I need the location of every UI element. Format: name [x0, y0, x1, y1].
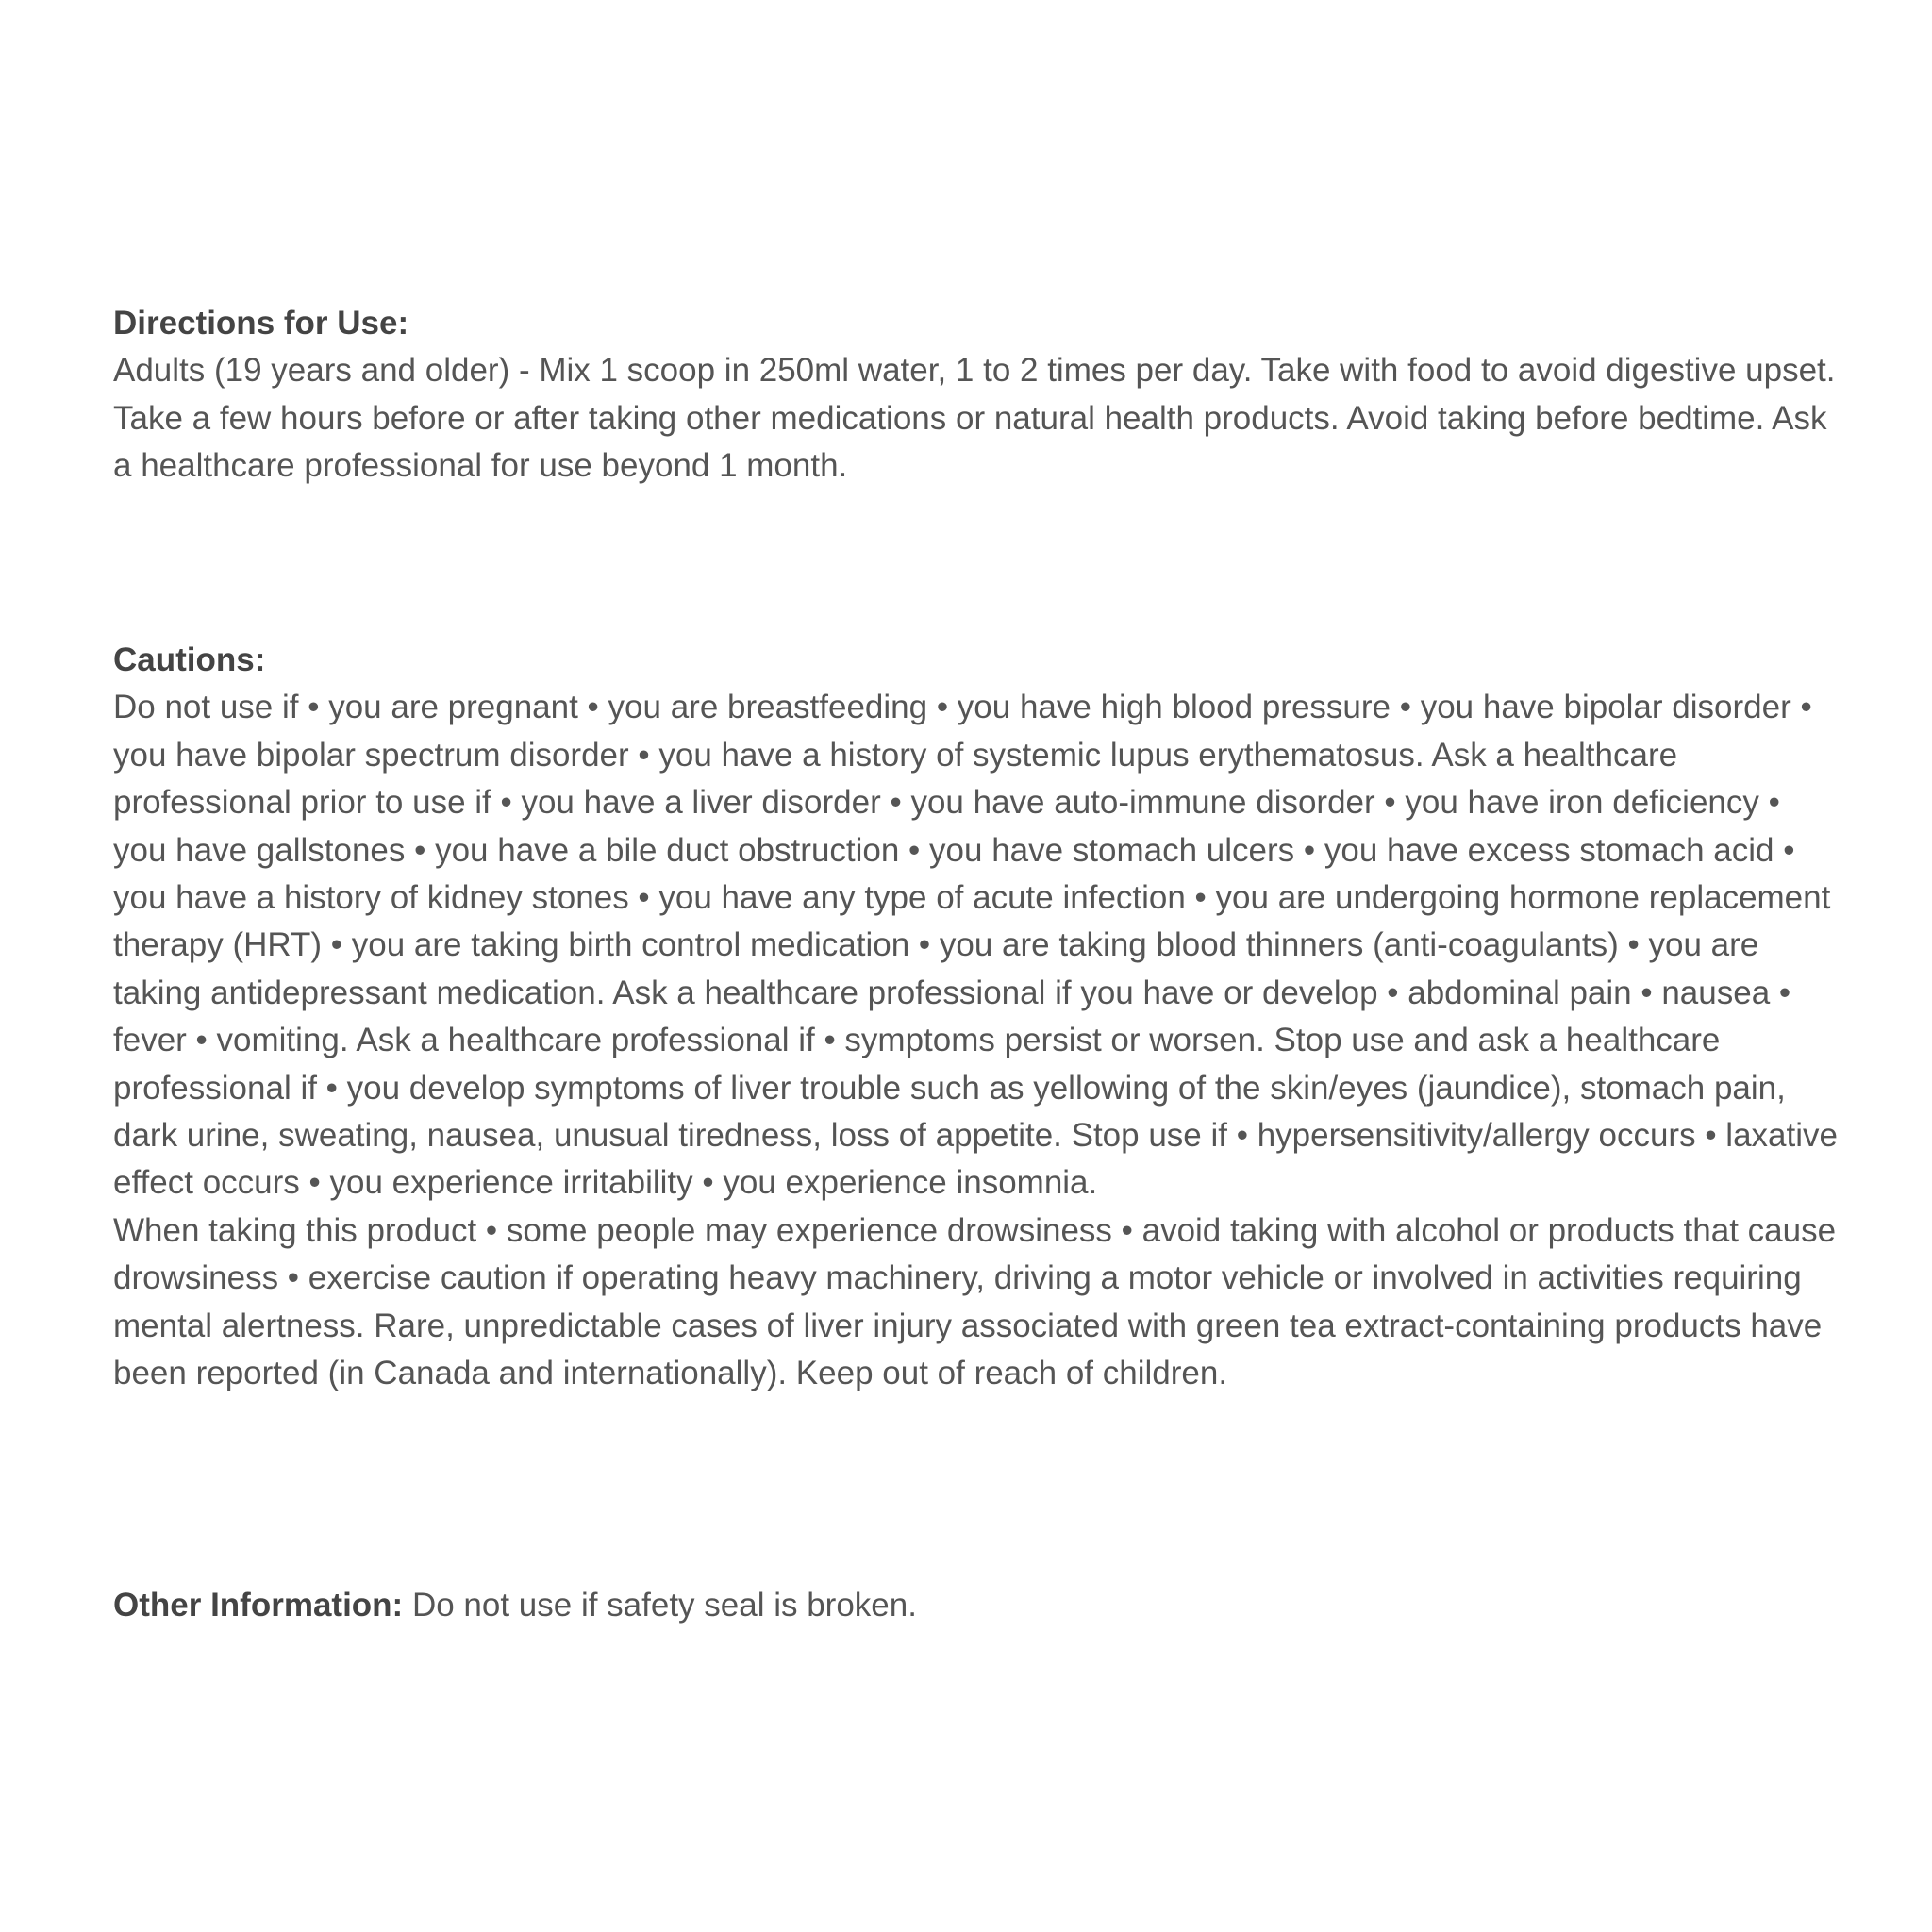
cautions-paragraph-1: Do not use if • you are pregnant • you are breastfeeding • you have high blood pressure • you have bipolar disorder • you have bipolar spectrum disorder • you have a history of systemic lupus erythematosus. Ask a healthcare professional prior to use if • you have a liver disorder • you have auto-immune disorder • you have iron deficiency • you have gallstones • you have a bile duct obstruction • you have stomach ulcers • you have excess stomach acid • you have a history of kidney stones • you have any type of acute infection • you are undergoing hormone replacement therapy (HRT) • you are taking birth control medication • you are taking blood thinners (anti-coagulants) • you are taking antidepressant medication. Ask a healthcare professional if you have or develop • abdominal pain • nausea • fever • vomiting. Ask a healthcare professional if • symptoms persist or worsen. Stop use and ask a healthcare professional if • you develop symptoms of liver trouble such as yellowing of the skin/eyes (jaundice), stomach pain, dark urine, sweating, nausea, unusual tiredness, loss of appetite. Stop use if • hypersensitivity/allergy occurs • laxative effect occurs • you experience irritability • you experience insomnia. [113, 689, 1838, 1202]
other-information-heading: Other Information: [113, 1587, 404, 1624]
directions-section [113, 300, 1840, 491]
directions-text: Adults (19 years and older) - Mix 1 scoop in 250ml water, 1 to 2 times per day. Take with food to avoid digestive upset. Take a few hours before or after taking other medications or natural health products. Avoid taking before bedtime. Ask a healthcare professional for use beyond 1 month. [113, 352, 1836, 485]
directions-heading: Directions for Use: [113, 305, 409, 341]
cautions-paragraph-2: When taking this product • some people may experience drowsiness • avoid taking with alcohol or products that cause drowsiness • exercise caution if operating heavy machinery, driving a motor vehicle or involved in activities requiring mental alertness. Rare, unpredictable cases of liver injury associated with green tea extract-containing products have been reported (in Canada and internationally). Keep out of reach of children. [113, 1211, 1837, 1392]
cautions-heading: Cautions: [113, 641, 266, 678]
other-information-section [113, 1582, 1840, 1629]
cautions-section [113, 637, 1840, 1398]
other-information-text: Do not use if safety seal is broken. [411, 1587, 917, 1624]
